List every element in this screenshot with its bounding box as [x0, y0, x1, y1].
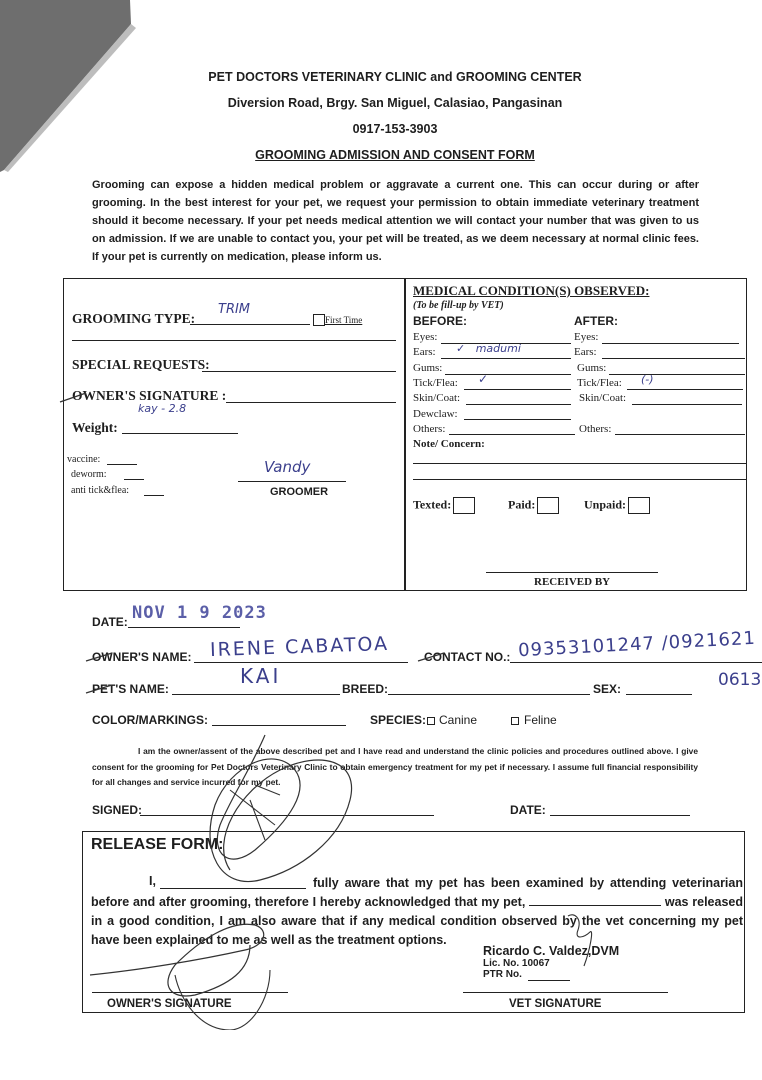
canine-label: Canine	[439, 713, 478, 727]
breed-field[interactable]	[388, 694, 590, 695]
contact-strike	[416, 650, 446, 664]
release-text-condition: was released in a good condition, I am also aware that if any medical condition observed by the vet concerning my pet have been explained to me as well as the treatment options.	[91, 895, 743, 947]
owners-signature-label: OWNER'S SIGNATURE :	[72, 388, 227, 403]
vet-signature-field[interactable]	[463, 992, 668, 993]
vet-signature-scribble	[560, 910, 620, 970]
consent-text: I am the owner/assent of the above described pet and I have read and understand the clinic policies and procedures outlined above. I give consent for the grooming for Pet Doctors Veterinary Clinic to obtain emergency treatment for my pet if necessary. I assume full financial responsibility for all changes and service incurred for my pet.	[92, 746, 698, 787]
texted-label: Texted:	[413, 497, 452, 512]
contact-extra-value: 0613	[718, 670, 762, 690]
color-markings-field[interactable]	[212, 725, 346, 726]
pet-name-strike	[84, 682, 114, 696]
date-field[interactable]	[128, 627, 240, 628]
paid-checkbox[interactable]	[537, 497, 559, 514]
special-requests-field[interactable]	[202, 371, 396, 372]
sex-label: SEX:	[593, 682, 622, 696]
vet-signature-label: VET SIGNATURE	[509, 998, 602, 1010]
first-time-checkbox[interactable]	[313, 314, 325, 326]
note-concern-label: Note/ Concern:	[413, 438, 485, 450]
medical-title: MEDICAL CONDITION(S) OBSERVED:	[413, 283, 650, 298]
after-others-label: Others:	[579, 423, 612, 435]
anti-tick-label: anti tick&flea:	[71, 485, 130, 496]
canine-checkbox[interactable]	[427, 717, 435, 725]
grooming-type-field[interactable]	[190, 324, 310, 325]
clinic-address: Diversion Road, Brgy. San Miguel, Calasiao, Pangasinan	[227, 96, 563, 110]
before-label: BEFORE:	[413, 314, 467, 328]
vaccine-field[interactable]	[107, 464, 137, 465]
owner-strike-mark	[58, 390, 88, 406]
date-label: DATE:	[92, 615, 128, 629]
deworm-label: deworm:	[71, 469, 107, 480]
box-divider	[404, 279, 406, 590]
note-line-1[interactable]	[413, 463, 747, 464]
owner-name-label: OWNER'S NAME:	[92, 650, 192, 664]
signed-label: SIGNED:	[92, 803, 143, 817]
form-title: GROOMING ADMISSION AND CONSENT FORM	[255, 148, 535, 162]
after-others-field[interactable]	[615, 434, 745, 435]
before-gums-field[interactable]	[445, 374, 571, 375]
after-tick-field[interactable]	[627, 389, 743, 390]
before-tick-label: Tick/Flea:	[413, 377, 458, 389]
before-tick-value: ✓	[478, 372, 489, 386]
after-gums-field[interactable]	[609, 374, 745, 375]
weight-label: Weight:	[72, 420, 118, 435]
pet-name-field[interactable]	[172, 694, 340, 695]
deworm-field[interactable]	[124, 479, 144, 480]
received-by-field[interactable]	[486, 572, 658, 573]
owner-signature-label: OWNER'S SIGNATURE	[107, 998, 232, 1010]
clinic-phone: 0917-153-3903	[352, 122, 438, 136]
before-gums-label: Gums:	[413, 362, 443, 374]
note-line-2[interactable]	[413, 479, 747, 480]
breed-label: BREED:	[342, 682, 389, 696]
paid-status	[508, 497, 559, 514]
before-ears-label: Ears:	[413, 346, 436, 358]
after-label: AFTER:	[574, 314, 618, 328]
vaccine-label: vaccine:	[67, 454, 101, 465]
groomer-field[interactable]	[238, 481, 346, 482]
owners-signature-field[interactable]	[226, 402, 396, 403]
signed-date-field[interactable]	[550, 815, 690, 816]
pet-name-value: KAI	[240, 664, 282, 688]
texted-status	[413, 497, 475, 514]
after-eyes-label: Eyes:	[574, 331, 599, 343]
groomer-label: GROOMER	[270, 486, 329, 498]
weight-value: kay - 2.8	[138, 402, 187, 415]
grooming-type-value: TRIM	[218, 302, 251, 317]
before-eyes-label: Eyes:	[413, 331, 438, 343]
release-pet-field[interactable]	[529, 904, 661, 906]
vet-name: Ricardo C. Valdez,DVM	[483, 944, 620, 958]
owner-name-value: IRENE CABATOA	[209, 632, 390, 662]
owner-name-field[interactable]	[194, 662, 408, 663]
before-others-field[interactable]	[449, 434, 575, 435]
after-skin-field[interactable]	[632, 404, 742, 405]
intro-paragraph: Grooming can expose a hidden medical problem or aggravate a current one. This can occur during or after grooming. In the best interest for your pet, we request your permission to obtain immediate veterinary treatment should it become necessary. If your pet needs medical attention we will contact your number that was given to us on admission. If we are unable to contact you, your pet will be treated, as we deem necessary at normal clinic fees. If your pet is currently on medication, please inform us.	[92, 179, 699, 263]
before-dewclaw-label: Dewclaw:	[413, 408, 458, 420]
grooming-type-line-2	[72, 340, 396, 341]
before-skin-field[interactable]	[466, 404, 571, 405]
after-skin-label: Skin/Coat:	[579, 392, 627, 404]
received-by-label: RECEIVED BY	[534, 576, 611, 588]
after-gums-label: Gums:	[577, 362, 607, 374]
release-text-aware: fully aware that my pet has been examined by attending veterinarian before and after grooming, therefore I hereby acknowledged that my pet,	[91, 876, 743, 909]
after-eyes-field[interactable]	[602, 343, 739, 344]
after-ears-label: Ears:	[574, 346, 597, 358]
unpaid-checkbox[interactable]	[628, 497, 650, 514]
after-tick-label: Tick/Flea:	[577, 377, 622, 389]
species-label: SPECIES:	[370, 713, 427, 727]
special-requests-label: SPECIAL REQUESTS:	[72, 357, 210, 372]
before-others-label: Others:	[413, 423, 446, 435]
first-time-label: First Time	[325, 315, 363, 325]
release-i-label: I,	[149, 874, 156, 888]
vet-license: Lic. No. 10067	[483, 958, 550, 969]
feline-checkbox[interactable]	[511, 717, 519, 725]
weight-field[interactable]	[122, 433, 238, 434]
before-ears-value: ✓ madumi	[456, 342, 521, 355]
texted-checkbox[interactable]	[453, 497, 475, 514]
before-skin-label: Skin/Coat:	[413, 392, 461, 404]
groomer-name: Vandy	[264, 458, 311, 476]
feline-label: Feline	[524, 713, 557, 727]
unpaid-label: Unpaid:	[584, 497, 627, 512]
paid-label: Paid:	[508, 497, 536, 512]
owner-signature-scribble	[80, 730, 420, 1030]
contact-label: CONTACT NO.:	[424, 650, 511, 664]
grooming-type-label: GROOMING TYPE:	[72, 311, 196, 326]
color-markings-label: COLOR/MARKINGS:	[92, 713, 208, 727]
vet-ptr-field[interactable]	[528, 980, 570, 981]
date-stamp: NOV 1 9 2023	[132, 603, 267, 623]
after-tick-value: (-)	[641, 373, 654, 386]
owner-name-strike	[84, 650, 114, 664]
release-form-title: RELEASE FORM:	[91, 836, 224, 853]
pet-name-label: PET'S NAME:	[92, 682, 169, 696]
clinic-name: PET DOCTORS VETERINARY CLINIC and GROOMING CENTER	[208, 70, 582, 84]
before-ears-field[interactable]	[441, 358, 571, 359]
sex-field[interactable]	[626, 694, 692, 695]
after-ears-field[interactable]	[602, 358, 745, 359]
signed-date-label: DATE:	[510, 803, 546, 817]
vet-ptr: PTR No.	[483, 969, 522, 980]
before-dewclaw-field[interactable]	[464, 419, 571, 420]
anti-tick-field[interactable]	[144, 495, 164, 496]
medical-subtitle: (To be fill-up by VET)	[413, 300, 504, 311]
contact-value: 09353101247 /0921621	[517, 627, 757, 662]
unpaid-status	[584, 497, 650, 514]
before-tick-field[interactable]	[464, 389, 571, 390]
contact-field[interactable]	[510, 662, 762, 663]
